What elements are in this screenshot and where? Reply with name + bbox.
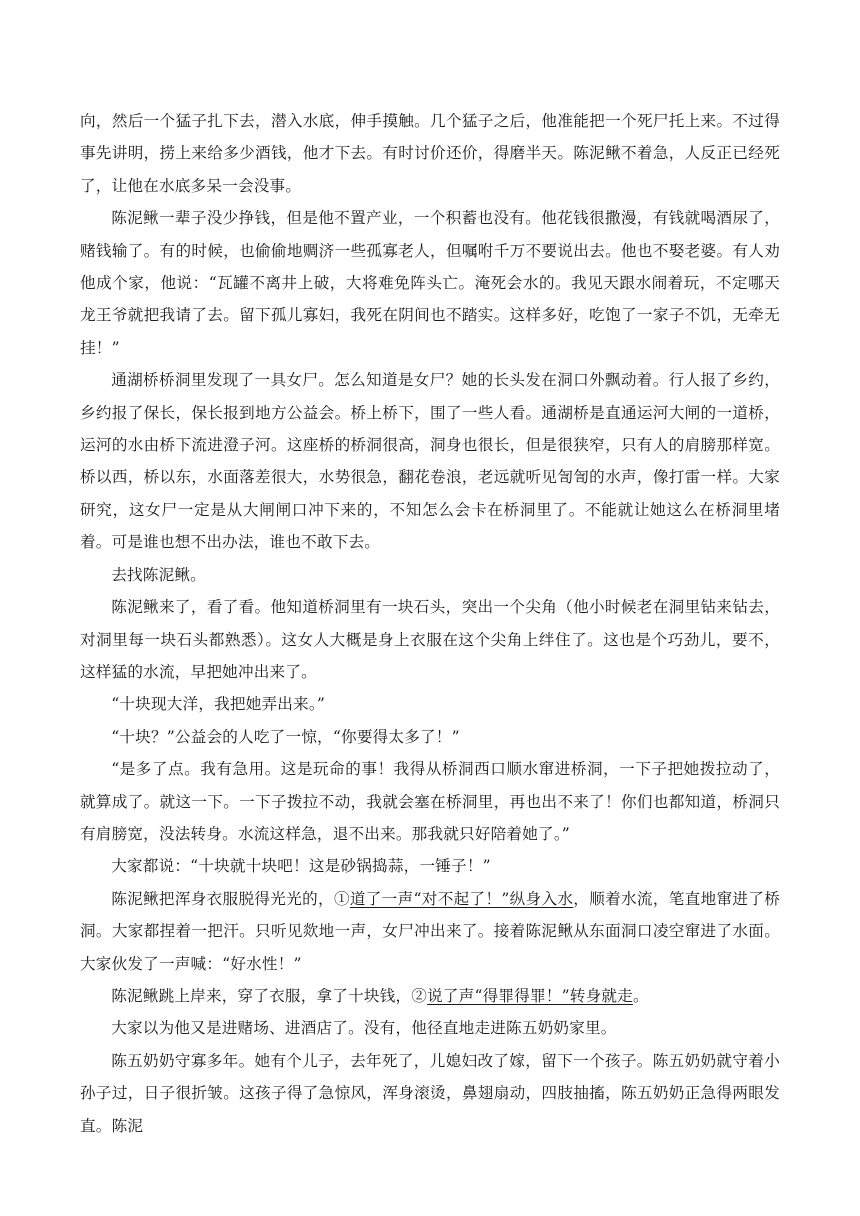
paragraph: 陈泥鳅来了，看了看。他知道桥洞里有一块石头，突出一个尖角（他小时候老在洞里钻来钻去，对洞里每一块石头都熟悉）。这女人大概是身上衣服在这个尖角上绊住了。这也是个巧劲儿，要不，这样猛的水流，早把她冲出来了。	[80, 598, 780, 681]
paragraph: 陈五奶奶守寡多年。她有个儿子，去年死了，儿媳妇改了嫁，留下一个孩子。陈五奶奶就守着小孙子过，日子很折皱。这孩子得了急惊风，浑身滚烫，鼻翅扇动，四肢抽搐，陈五奶奶正急得两眼发直。陈泥	[80, 1051, 780, 1135]
paragraph-with-marked-sentence-2	[80, 980, 780, 1012]
paragraph: 去找陈泥鳅。	[111, 565, 206, 584]
document-body	[80, 105, 780, 1142]
underlined-sentence-1: 道了一声“对不起了！”纵身入水	[349, 889, 574, 908]
paragraph: “十块？”公益会的人吃了一惊，“你要得太多了！”	[111, 727, 460, 746]
paragraph: 陈泥鳅一辈子没少挣钱，但是他不置产业，一个积蓄也没有。他花钱很撒漫，有钱就喝酒尿了，赌钱输了。有的时候，也偷偷地赒济一些孤寡老人，但嘱咐千万不要说出去。他也不娶老婆。有人劝他成个家，他说：“瓦罐不离井上破，大将难免阵头亡。淹死会水的。我见天跟水闹着玩，不定哪天龙王爷就把我请了去。留下孤儿寡妇，我死在阴间也不踏实。这样多好，吃饱了一家子不饥，无牵无挂！”	[80, 209, 780, 357]
paragraph: 大家以为他又是进赌场、进酒店了。没有，他径直地走进陈五奶奶家里。	[111, 1019, 617, 1038]
paragraph: 通湖桥桥洞里发现了一具女尸。怎么知道是女尸？她的长头发在洞口外飘动着。行人报了乡约，乡约报了保长，保长报到地方公益会。桥上桥下，围了一些人看。通湖桥是直通运河大闸的一道桥，运河的水由桥下流进澄子河。这座桥的桥洞很高，洞身也很长，但是很狭窄，只有人的肩膀那样宽。桥以西，桥以东，水面落差很大，水势很急，翻花卷浪，老远就听见訇訇的水声，像打雷一样。大家研究，这女尸一定是从大闸闸口冲下来的，不知怎么会卡在桥洞里了。不能就让她这么在桥洞里堵着。可是谁也想不出办法，谁也不敢下去。	[80, 371, 780, 552]
marker-number-1: ①	[333, 889, 350, 908]
text-segment: 陈泥鳅把浑身衣服脱得光光的，	[111, 889, 334, 908]
text-segment: 。	[632, 986, 649, 1005]
paragraph-with-marked-sentence-1	[80, 883, 780, 980]
marker-number-2: ②	[411, 986, 428, 1005]
paragraph: 大家都说：“十块就十块吧！这是砂锅捣蒜，一锤子！”	[111, 857, 491, 876]
underlined-sentence-2: 说了声“得罪得罪！”转身就走	[427, 986, 633, 1005]
paragraph: “十块现大洋，我把她弄出来。”	[111, 695, 326, 714]
paragraph: “是多了点。我有急用。这是玩命的事！我得从桥洞西口顺水窜进桥洞，一下子把她拨拉动了，就算成了。就这一下。一下子拨拉不动，我就会塞在桥洞里，再也出不来了！你们也都知道，桥洞只有肩膀宽，没法转身。水流这样急，退不出来。那我就只好陪着她了。”	[80, 760, 780, 843]
text-segment: ，顺着水流，笔直地窜进了桥洞。大家都捏着一把汗。只听见欻地一声，女尸冲出来了。接着陈泥鳅从东面洞口凌空窜进了水面。大家伙发了一声喊：“好水性！”	[80, 889, 780, 973]
text-segment: 陈泥鳅跳上岸来，穿了衣服，拿了十块钱，	[111, 986, 412, 1005]
paragraph: 向，然后一个猛子扎下去，潜入水底，伸手摸触。几个猛子之后，他准能把一个死尸托上来。不过得事先讲明，捞上来给多少酒钱，他才下去。有时讨价还价，得磨半天。陈泥鳅不着急，人反正已经死了，让他在水底多呆一会没事。	[80, 112, 780, 195]
